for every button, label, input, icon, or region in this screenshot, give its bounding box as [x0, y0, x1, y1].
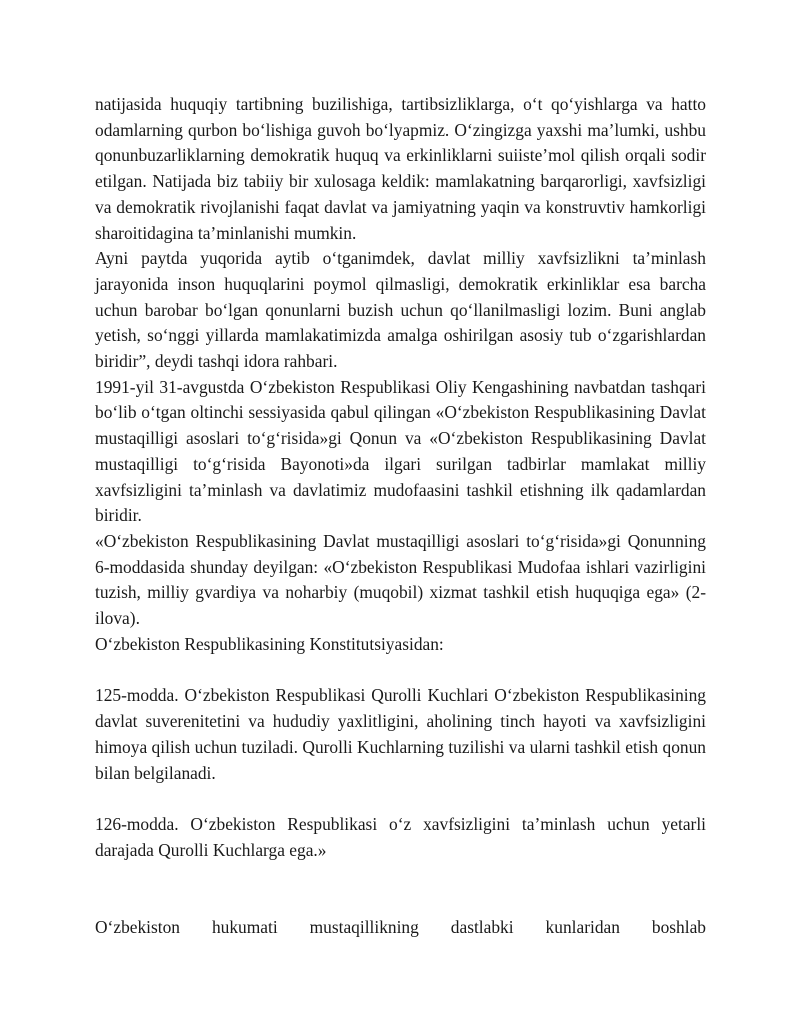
paragraph-8: O‘zbekiston hukumati mustaqillikning dastlabki kunlaridan boshlab — [95, 916, 706, 937]
article-125: 125-modda. O‘zbekiston Respublikasi Qurolli Kuchlari O‘zbekiston Respublikasining davlat suverenitetini va hududiy yaxlitligini, aholining tinch hayoti va xavfsizligini himoya qilish uchun tuziladi. Qurolli Kuchlarning tuzilishi va ularni tashkil etish qonun bilan belgilanadi. — [95, 685, 706, 783]
paragraph-4: «O‘zbekiston Respublikasining Davlat mustaqilligi asoslari to‘g‘risida»gi Qonunning 6-moddasida shunday deyilgan: «O‘zbekiston Respublikasi Mudofaa ishlari vazirligini tuzish, milliy gvardiya va noharbiy (muqobil) xizmat tashkil etish huquqiga ega» (2-ilova). — [95, 530, 706, 629]
article-126: 126-modda. O‘zbekiston Respublikasi o‘z xavfsizligini ta’minlash uchun yetarli darajada Qurolli Kuchlarga ega.» — [95, 814, 706, 860]
paragraph-spacer — [95, 657, 706, 683]
paragraph-1: natijasida huquqiy tartibning buzilishiga, tartibsizliklarga, o‘t qo‘yishlarga va hatto odamlarning qurbon bo‘lishiga guvoh bo‘lyapmiz. O‘zingizga yaxshi ma’lumki, ushbu qonunbuzarliklarning demokratik huquq va erkinliklarni suiiste’mol qilish orqali sodir etilgan. Natijada biz tabiiy bir xulosaga keldik: mamlakatning barqarorligi, xavfsizligi va demokratik rivojlanishi faqat davlat va jamiyatning yaqin va konstruvtiv hamkorligi sharoitidagina ta’minlanishi mumkin. — [95, 94, 706, 243]
paragraph-3: 1991-yil 31-avgustda O‘zbekiston Respublikasi Oliy Kengashining navbatdan tashqari bo‘lib o‘tgan oltinchi sessiyasida qabul qilingan «O‘zbekiston Respublikasining Davlat mustaqilligi asoslari to‘g‘risida»gi Qonun va «O‘zbekiston Respublikasining Davlat mustaqilligi to‘g‘risida Bayonoti»da ilgari surilgan tadbirlar mamlakat milliy xavfsizligini ta’minlash va davlatimiz mudofaasini tashkil etishning ilk qadamlardan biridir. — [95, 376, 706, 526]
paragraph-2: Ayni paytda yuqorida aytib o‘tganimdek, davlat milliy xavfsizlikni ta’minlash jarayonida inson huquqlarini poymol qilmasligi, demokratik erkinliklar esa barcha uchun barobar bo‘lgan qonunlarni buzish uchun qo‘llanilmasligi lozim. Buni anglab yetish, so‘nggi yillarda mamlakatimizda amalga oshirilgan asosiy tub o‘zgarishlardan biridir”, deydi tashqi idora rahbari. — [95, 248, 706, 372]
paragraph-5: O‘zbekiston Respublikasining Konstitutsiyasidan: — [95, 633, 444, 654]
paragraph-spacer — [95, 864, 706, 915]
document-page — [95, 92, 706, 940]
paragraph-spacer — [95, 786, 706, 812]
